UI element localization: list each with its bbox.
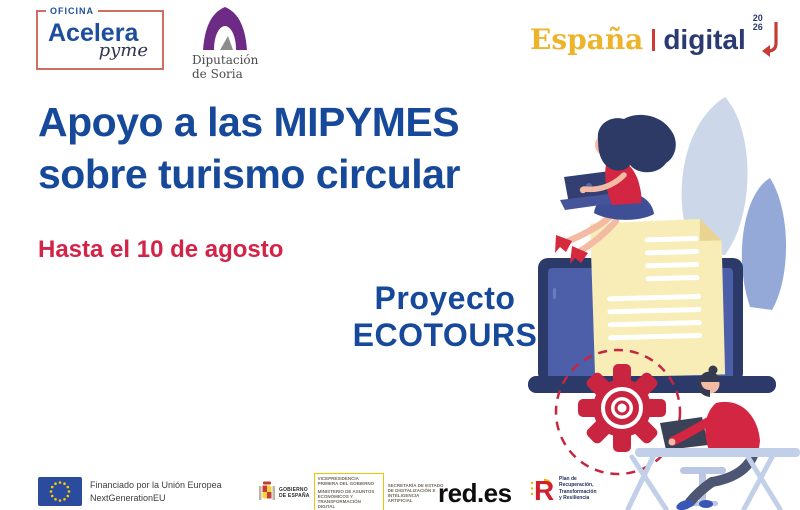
page-title	[38, 96, 460, 200]
espana-digital-logo	[530, 14, 780, 54]
gobierno-line2: DE ESPAÑA	[279, 492, 310, 499]
plan-line1: Plan de	[559, 475, 577, 482]
gobierno-espana-logo	[258, 473, 444, 510]
ministerio-box	[314, 473, 384, 510]
digital-word: digital	[663, 24, 746, 55]
espana-word: España	[530, 23, 644, 56]
project-line1: Proyecto	[374, 280, 516, 316]
document-icon	[590, 218, 725, 377]
illustration-woman-laptop-document	[520, 85, 800, 510]
diputacion-text-line1: Diputación	[192, 53, 259, 67]
svg-text:R: R	[534, 475, 555, 504]
acelera-name: Acelera	[48, 19, 139, 47]
diputacion-text-line2: de Soria	[192, 67, 243, 81]
eu-text-line2: NextGenerationEU	[90, 492, 166, 503]
project-line2: ECOTOURS	[352, 317, 538, 353]
headline-line2: sobre turismo circular	[38, 151, 460, 197]
gear-icon	[578, 364, 666, 452]
plan-line4: y Resiliencia	[559, 495, 590, 501]
diputacion-soria-logo	[192, 6, 276, 80]
acelera-oficina-label: OFICINA	[46, 6, 98, 16]
diputacion-soria-icon	[198, 6, 252, 52]
espana-digital-divider	[652, 29, 655, 51]
eu-funding-logo	[38, 477, 222, 506]
redes-logo: red.es	[438, 478, 512, 508]
plan-recuperacion-logo	[529, 473, 597, 504]
deadline-text: Hasta el 10 de agosto	[38, 236, 284, 263]
ministerio-text: MINISTERIO DE ASUNTOS ECONÓMICOS Y TRANSFORMACIÓN DIGITAL	[317, 489, 375, 509]
plan-line2: Recuperación,	[559, 482, 594, 488]
spain-coat-of-arms-icon	[258, 480, 276, 506]
vicepresidencia-text: VICEPRESIDENCIA PRIMERA DEL GOBIERNO	[317, 476, 375, 486]
desk-icon	[635, 448, 800, 457]
acelera-pyme-word: pyme	[98, 40, 148, 61]
eu-text-line1: Financiado por la Unión Europea	[90, 479, 222, 490]
plan-line3: Transformación	[559, 488, 597, 495]
eu-flag-icon	[38, 477, 82, 506]
secretaria-text: SECRETARÍA DE ESTADO DE DIGITALIZACIÓN E INTELIGENCIA ARTIFICIAL	[387, 482, 444, 503]
espana-digital-arrow-icon	[762, 21, 780, 57]
footer-logos	[0, 468, 800, 510]
gobierno-line1: GOBIERNO	[279, 486, 308, 493]
headline-line1: Apoyo a las MIPYMES	[38, 99, 460, 145]
year-bottom: 26	[752, 22, 763, 32]
plan-r-logo-icon	[529, 473, 556, 504]
year-top: 20	[752, 13, 763, 23]
espana-digital-2026	[752, 14, 780, 58]
acelera-pyme-logo	[36, 6, 164, 70]
